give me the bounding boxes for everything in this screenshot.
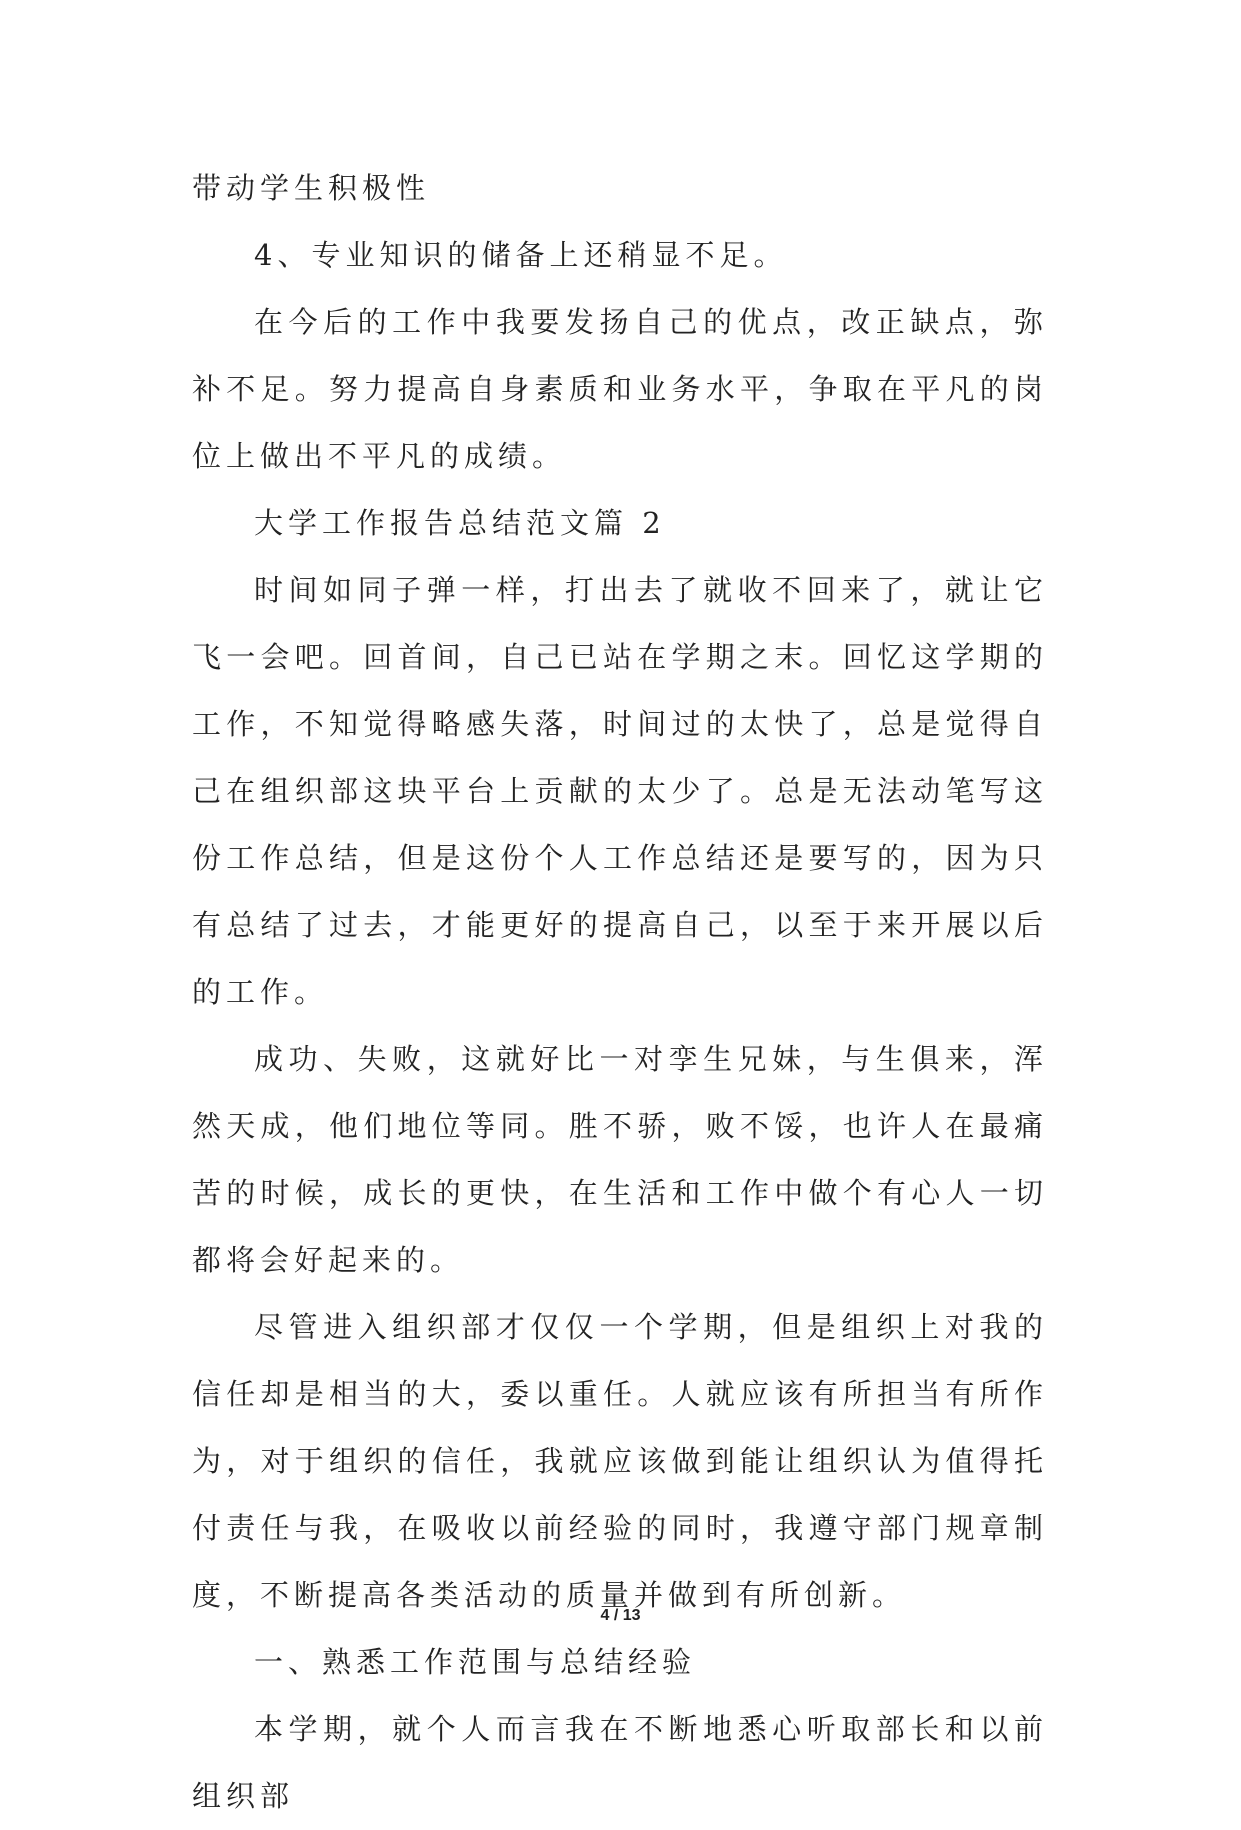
page-number: 4 / 13 [600,1607,641,1624]
paragraph-list-item-4: 4、专业知识的储备上还稍显不足。 [254,238,788,272]
paragraph-continuation: 带动学生积极性 [192,171,431,205]
paragraph-success-failure: 成功、失败，这就好比一对孪生兄妹，与生俱来，浑然天成，他们地位等同。胜不骄，败不馁，也许人在最痛苦的时候，成长的更快，在生活和工作中做个有心人一切都将会好起来的。 [192,1042,1048,1277]
subheading-work-scope: 一、熟悉工作范围与总结经验 [254,1645,697,1679]
section-heading: 大学工作报告总结范文篇 2 [254,506,666,540]
paragraph-conclusion: 在今后的工作中我要发扬自己的优点，改正缺点，弥补不足。努力提高自身素质和业务水平，争取在平凡的岗位上做出不平凡的成绩。 [192,305,1048,473]
paragraph-semester: 本学期，就个人而言我在不断地悉心听取部长和以前组织部 [192,1712,1048,1813]
paragraph-intro: 时间如同子弹一样，打出去了就收不回来了，就让它飞一会吧。回首间，自己已站在学期之末。回忆这学期的工作，不知觉得略感失落，时间过的太快了，总是觉得自己在组织部这块平台上贡献的太少了。总是无法动笔写这份工作总结，但是这份个人工作总结还是要写的，因为只有总结了过去，才能更好的提高自己，以至于来开展以后的工作。 [192,573,1048,1009]
paragraph-trust: 尽管进入组织部才仅仅一个学期，但是组织上对我的信任却是相当的大，委以重任。人就应该有所担当有所作为，对于组织的信任，我就应该做到能让组织认为值得托付责任与我，在吸收以前经验的同时，我遵守部门规章制度，不断提高各类活动的质量并做到有所创新。 [192,1310,1048,1612]
document-body [192,155,1048,1830]
